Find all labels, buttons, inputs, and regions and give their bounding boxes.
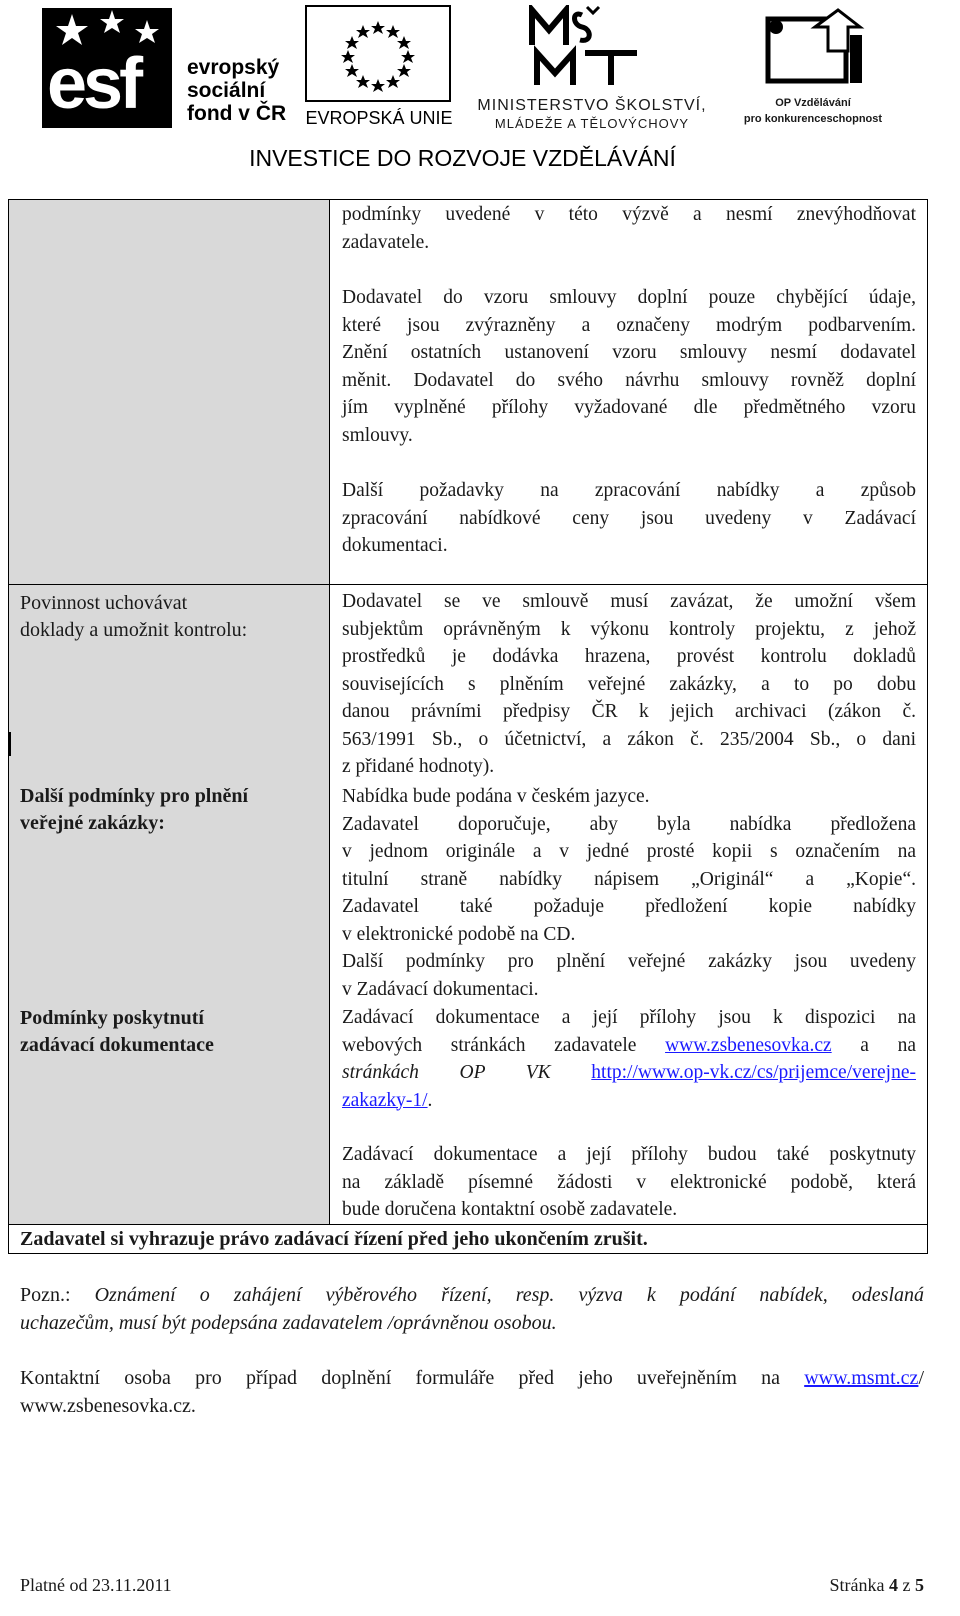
- label-kontrola: [20, 590, 247, 644]
- text-line: podmínky uvedené v této výzvě a nesmí znevýhodňovat: [342, 204, 916, 225]
- text-line: dokumentaci.: [342, 535, 448, 556]
- msmt-logo: [462, 5, 722, 130]
- investice-tagline: INVESTICE DO ROZVOJE VZDĚLÁVÁNÍ: [249, 145, 676, 171]
- text-fragment: [551, 1062, 592, 1083]
- text-line: prostředků je dodávka hrazena, provést kontrolu dokladů: [342, 646, 916, 667]
- msmt-monogram-icon: [527, 5, 647, 90]
- text-line: titulní straně nabídky nápisem „Originál“ a „Kopie“.: [342, 868, 916, 890]
- contact-note: [20, 1364, 924, 1420]
- zsbenesovka-link[interactable]: www.zsbenesovka.cz: [665, 1034, 832, 1056]
- op-vk-mark-icon: [760, 5, 870, 90]
- text-line: Dodavatel do vzoru smlouvy doplní pouze chybějící údaje,: [342, 287, 916, 308]
- text-line: souvisejících s plněním veřejné zakázky, a to po dobu: [342, 673, 916, 695]
- msmt-link[interactable]: www.msmt.cz: [804, 1367, 919, 1389]
- text-line: jím vyplněné přílohy vyžadované dle předmětného vzoru: [342, 397, 916, 418]
- text-fragment: webových stránkách zadavatele: [342, 1034, 666, 1056]
- text-line: [342, 1032, 916, 1060]
- eu-logo: [305, 5, 453, 130]
- continuation-paragraph: [342, 201, 916, 256]
- pozn-label: Pozn.:: [20, 1284, 71, 1306]
- pozn-note: [20, 1281, 924, 1337]
- esf-logo-block: [42, 8, 172, 128]
- contract-template-paragraph: [342, 284, 916, 449]
- esf-caption-line: evropský: [187, 56, 280, 79]
- msmt-caption-line: MLÁDEŽE A TĚLOVÝCHOVY: [494, 116, 690, 131]
- esf-caption-line: fond v ČR: [187, 102, 287, 125]
- page-separator: z: [898, 1575, 915, 1595]
- text-line: [342, 1059, 916, 1087]
- cancellation-row: [8, 1224, 928, 1254]
- eu-flag-icon: [305, 5, 451, 102]
- text-line: Nabídka bude podána v českém jazyce.: [342, 786, 650, 807]
- text-fragment: a na: [831, 1034, 917, 1056]
- text-line: Znění ostatních ustanovení vzoru smlouvy nesmí dodavatel: [342, 342, 916, 363]
- text-line: v Zadávací dokumentaci.: [342, 978, 539, 1000]
- text-line: subjektům oprávněným k výkonu kontroly projektu, z jehož: [342, 618, 916, 640]
- header-logos: [0, 0, 960, 190]
- table-label-column: [8, 199, 330, 1225]
- text-line: [342, 1087, 916, 1115]
- esf-mark: esf: [47, 44, 140, 124]
- dokumentace-request-text: [342, 1141, 916, 1224]
- text-line: měnit. Dodavatel do svého návrhu smlouvy rovněž doplní: [342, 369, 916, 391]
- label-dalsi-podminky: [20, 783, 248, 837]
- text-line: [20, 1364, 924, 1392]
- contact-slash: /: [918, 1367, 924, 1389]
- dokumentace-text: [342, 1004, 916, 1114]
- label-line: veřejné zakázky:: [20, 812, 165, 834]
- text-line: které jsou zvýrazněny a označeny modrým podbarvením.: [342, 314, 916, 336]
- contact-text: www.zsbenesovka.cz.: [20, 1395, 196, 1417]
- row-divider: [8, 584, 928, 585]
- text-line: 563/1991 Sb., o účetnictví, a zákon č. 235/2004 Sb., o dani: [342, 728, 916, 750]
- text-line: Zadavatel také požaduje předložení kopie nabídky: [342, 896, 916, 917]
- op-vk-logo: [728, 5, 898, 130]
- contact-text: Kontaktní osoba pro případ doplnění formuláře před jeho uveřejněním na: [20, 1367, 805, 1389]
- label-line: doklady a umožnit kontrolu:: [20, 619, 248, 641]
- msmt-caption-line: MINISTERSTVO ŠKOLSTVÍ,: [477, 97, 707, 114]
- text-cursor: [9, 732, 11, 756]
- text-line: zpracování nabídkové ceny jsou uvedeny v Zadávací: [342, 507, 916, 529]
- op-vk-link-continued[interactable]: zakazky-1/: [342, 1089, 428, 1111]
- text-line: z přidané hodnoty).: [342, 756, 495, 777]
- text-line: Dodavatel se ve smlouvě musí zavázat, že umožní všem: [342, 591, 916, 612]
- pozn-text: Oznámení o zahájení výběrového řízení, resp. výzva k podání nabídek, odeslaná: [70, 1284, 924, 1306]
- text-line: smlouvy.: [342, 424, 413, 446]
- text-line: Zadávací dokumentace a její přílohy budou také poskytnuty: [342, 1144, 916, 1165]
- text-line: danou právními předpisy ČR k jejich archivaci (zákon č.: [342, 701, 916, 722]
- op-vk-link[interactable]: http://www.op-vk.cz/cs/prijemce/verejne-: [591, 1062, 916, 1083]
- label-line: Podmínky poskytnutí: [20, 1007, 204, 1029]
- label-line: zadávací dokumentace: [20, 1034, 214, 1056]
- text-fragment: stránkách OP VK: [342, 1062, 551, 1083]
- offer-requirements-paragraph: [342, 477, 916, 560]
- dalsi-podminky-text: [342, 783, 916, 1003]
- page-total: 5: [915, 1575, 924, 1595]
- text-fragment: .: [427, 1089, 433, 1111]
- eu-caption: EVROPSKÁ UNIE: [305, 108, 453, 128]
- footer-page-number: [830, 1575, 924, 1596]
- esf-caption-line: sociální: [187, 79, 266, 102]
- text-line: bude doručena kontaktní osobě zadavatele.: [342, 1199, 678, 1220]
- op-vk-caption-line: OP Vzdělávání: [775, 97, 851, 109]
- cancellation-text: Zadavatel si vyhrazuje právo zadávací řízení před jeho ukončením zrušit.: [20, 1228, 648, 1250]
- text-line: Další požadavky na zpracování nabídky a způsob: [342, 480, 916, 501]
- text-line: v elektronické podobě na CD.: [342, 923, 576, 945]
- esf-caption: [187, 56, 286, 125]
- text-line: zadavatele.: [342, 231, 430, 253]
- page-prefix: Stránka: [829, 1575, 889, 1595]
- label-line: Další podmínky pro plnění: [20, 785, 249, 807]
- page-current: 4: [889, 1575, 898, 1595]
- text-line: v jednom originále a v jedné prosté kopii s označením na: [342, 841, 916, 862]
- label-line: Povinnost uchovávat: [20, 592, 188, 614]
- footer-valid-date: Platné od 23.11.2011: [20, 1575, 172, 1595]
- text-line: Zadavatel doporučuje, aby byla nabídka předložena: [342, 813, 916, 835]
- esf-logo: [42, 8, 292, 128]
- label-dokumentace: [20, 1005, 214, 1059]
- pozn-text: uchazečům, musí být podepsána zadavatelem /oprávněnou osobou.: [20, 1312, 557, 1334]
- text-line: Zadávací dokumentace a její přílohy jsou k dispozici na: [342, 1007, 916, 1028]
- op-vk-caption-line: pro konkurenceschopnost: [743, 113, 883, 125]
- kontrola-text: [342, 588, 916, 781]
- text-line: [20, 1281, 924, 1309]
- text-line: Další podmínky pro plnění veřejné zakázky jsou uvedeny: [342, 951, 916, 972]
- eu-stars-icon: [307, 7, 449, 100]
- text-line: na základě písemné žádosti v elektronické podobě, která: [342, 1171, 916, 1193]
- conditions-table: [8, 199, 928, 1254]
